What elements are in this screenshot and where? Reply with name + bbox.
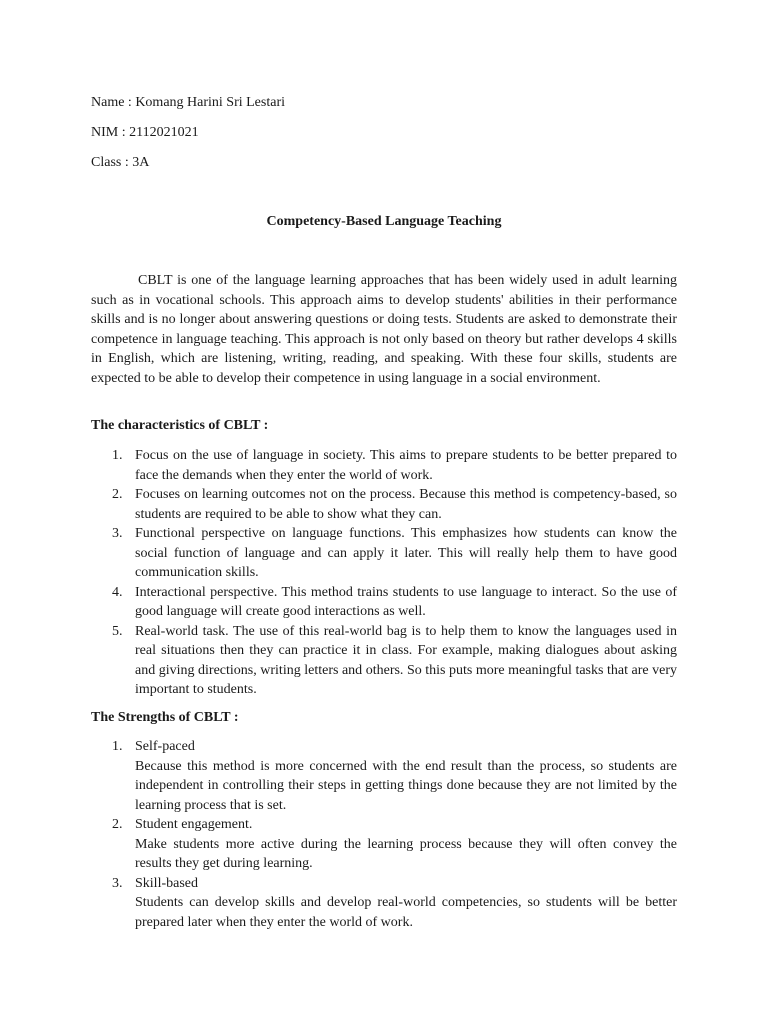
list-number: 5. xyxy=(112,623,123,639)
student-nim: NIM : 2112021021 xyxy=(91,125,199,140)
list-item xyxy=(91,446,677,485)
list-number: 1. xyxy=(112,448,123,463)
list-number: 1. xyxy=(112,739,123,754)
list-number: 3. xyxy=(112,526,123,541)
list-item-title: Student engagement. xyxy=(135,817,253,832)
list-item xyxy=(91,485,677,524)
list-number: 2. xyxy=(112,817,123,832)
strengths-list xyxy=(91,737,677,932)
list-item-text: Functional perspective on language functions. This emphasizes how students can know the social function of language and can apply it later. This will really help them to have good communication skills. xyxy=(135,526,677,580)
list-item-text: Interactional perspective. This method trains students to use language to interact. So the use of good language will create good interactions as well. xyxy=(135,584,677,619)
intro-paragraph: CBLT is one of the language learning approaches that has been widely used in adult learning such as in vocational schools. This approach aims to develop students' abilities in their performance skills and is no longer about answering questions or doing tests. Students are asked to demonstrate their competence in language teaching. This approach is not only based on theory but rather develops 4 skills in English, which are listening, writing, reading, and speaking. With these four skills, students are expected to be able to develop their competence in using language in a social environment. xyxy=(91,273,677,386)
list-number: 2. xyxy=(112,487,123,502)
characteristics-list xyxy=(91,446,677,700)
list-item-text: Students can develop skills and develop real-world competencies, so students will be better prepared later when they enter the world of work. xyxy=(135,895,677,930)
list-item-title: Skill-based xyxy=(135,875,198,891)
document-title: Competency-Based Language Teaching xyxy=(266,214,502,229)
list-item-text: Make students more active during the learning process because they will often convey the results they get during learning. xyxy=(135,836,677,871)
list-item-text: Focus on the use of language in society. This aims to prepare students to be better prepared to face the demands when they enter the world of work. xyxy=(135,448,677,483)
list-item xyxy=(91,737,677,815)
strengths-heading: The Strengths of CBLT : xyxy=(91,710,239,725)
list-item xyxy=(91,815,677,874)
list-item xyxy=(91,583,677,622)
list-item-text: Because this method is more concerned with the end result than the process, so students are independent in controlling their steps in getting things done because they are not limited by the learning process that is set. xyxy=(135,758,677,813)
student-name: Name : Komang Harini Sri Lestari xyxy=(91,95,286,110)
list-item xyxy=(91,524,677,583)
list-item-text: Focuses on learning outcomes not on the process. Because this method is competency-based, so students are required to be able to show what they can. xyxy=(135,487,677,522)
list-item-text: Real-world task. The use of this real-world bag is to help them to know the languages used in real situations then they can practice it in class. For example, making dialogues about asking and giving directions, writing letters and others. So this puts more meaningful tasks that are very important to students. xyxy=(135,623,677,697)
list-item-title: Self-paced xyxy=(135,739,195,754)
student-class: Class : 3A xyxy=(91,155,150,170)
characteristics-heading: The characteristics of CBLT : xyxy=(91,418,269,433)
list-item xyxy=(91,874,677,933)
list-number: 4. xyxy=(112,584,123,600)
list-item xyxy=(91,622,677,700)
list-number: 3. xyxy=(112,875,123,891)
